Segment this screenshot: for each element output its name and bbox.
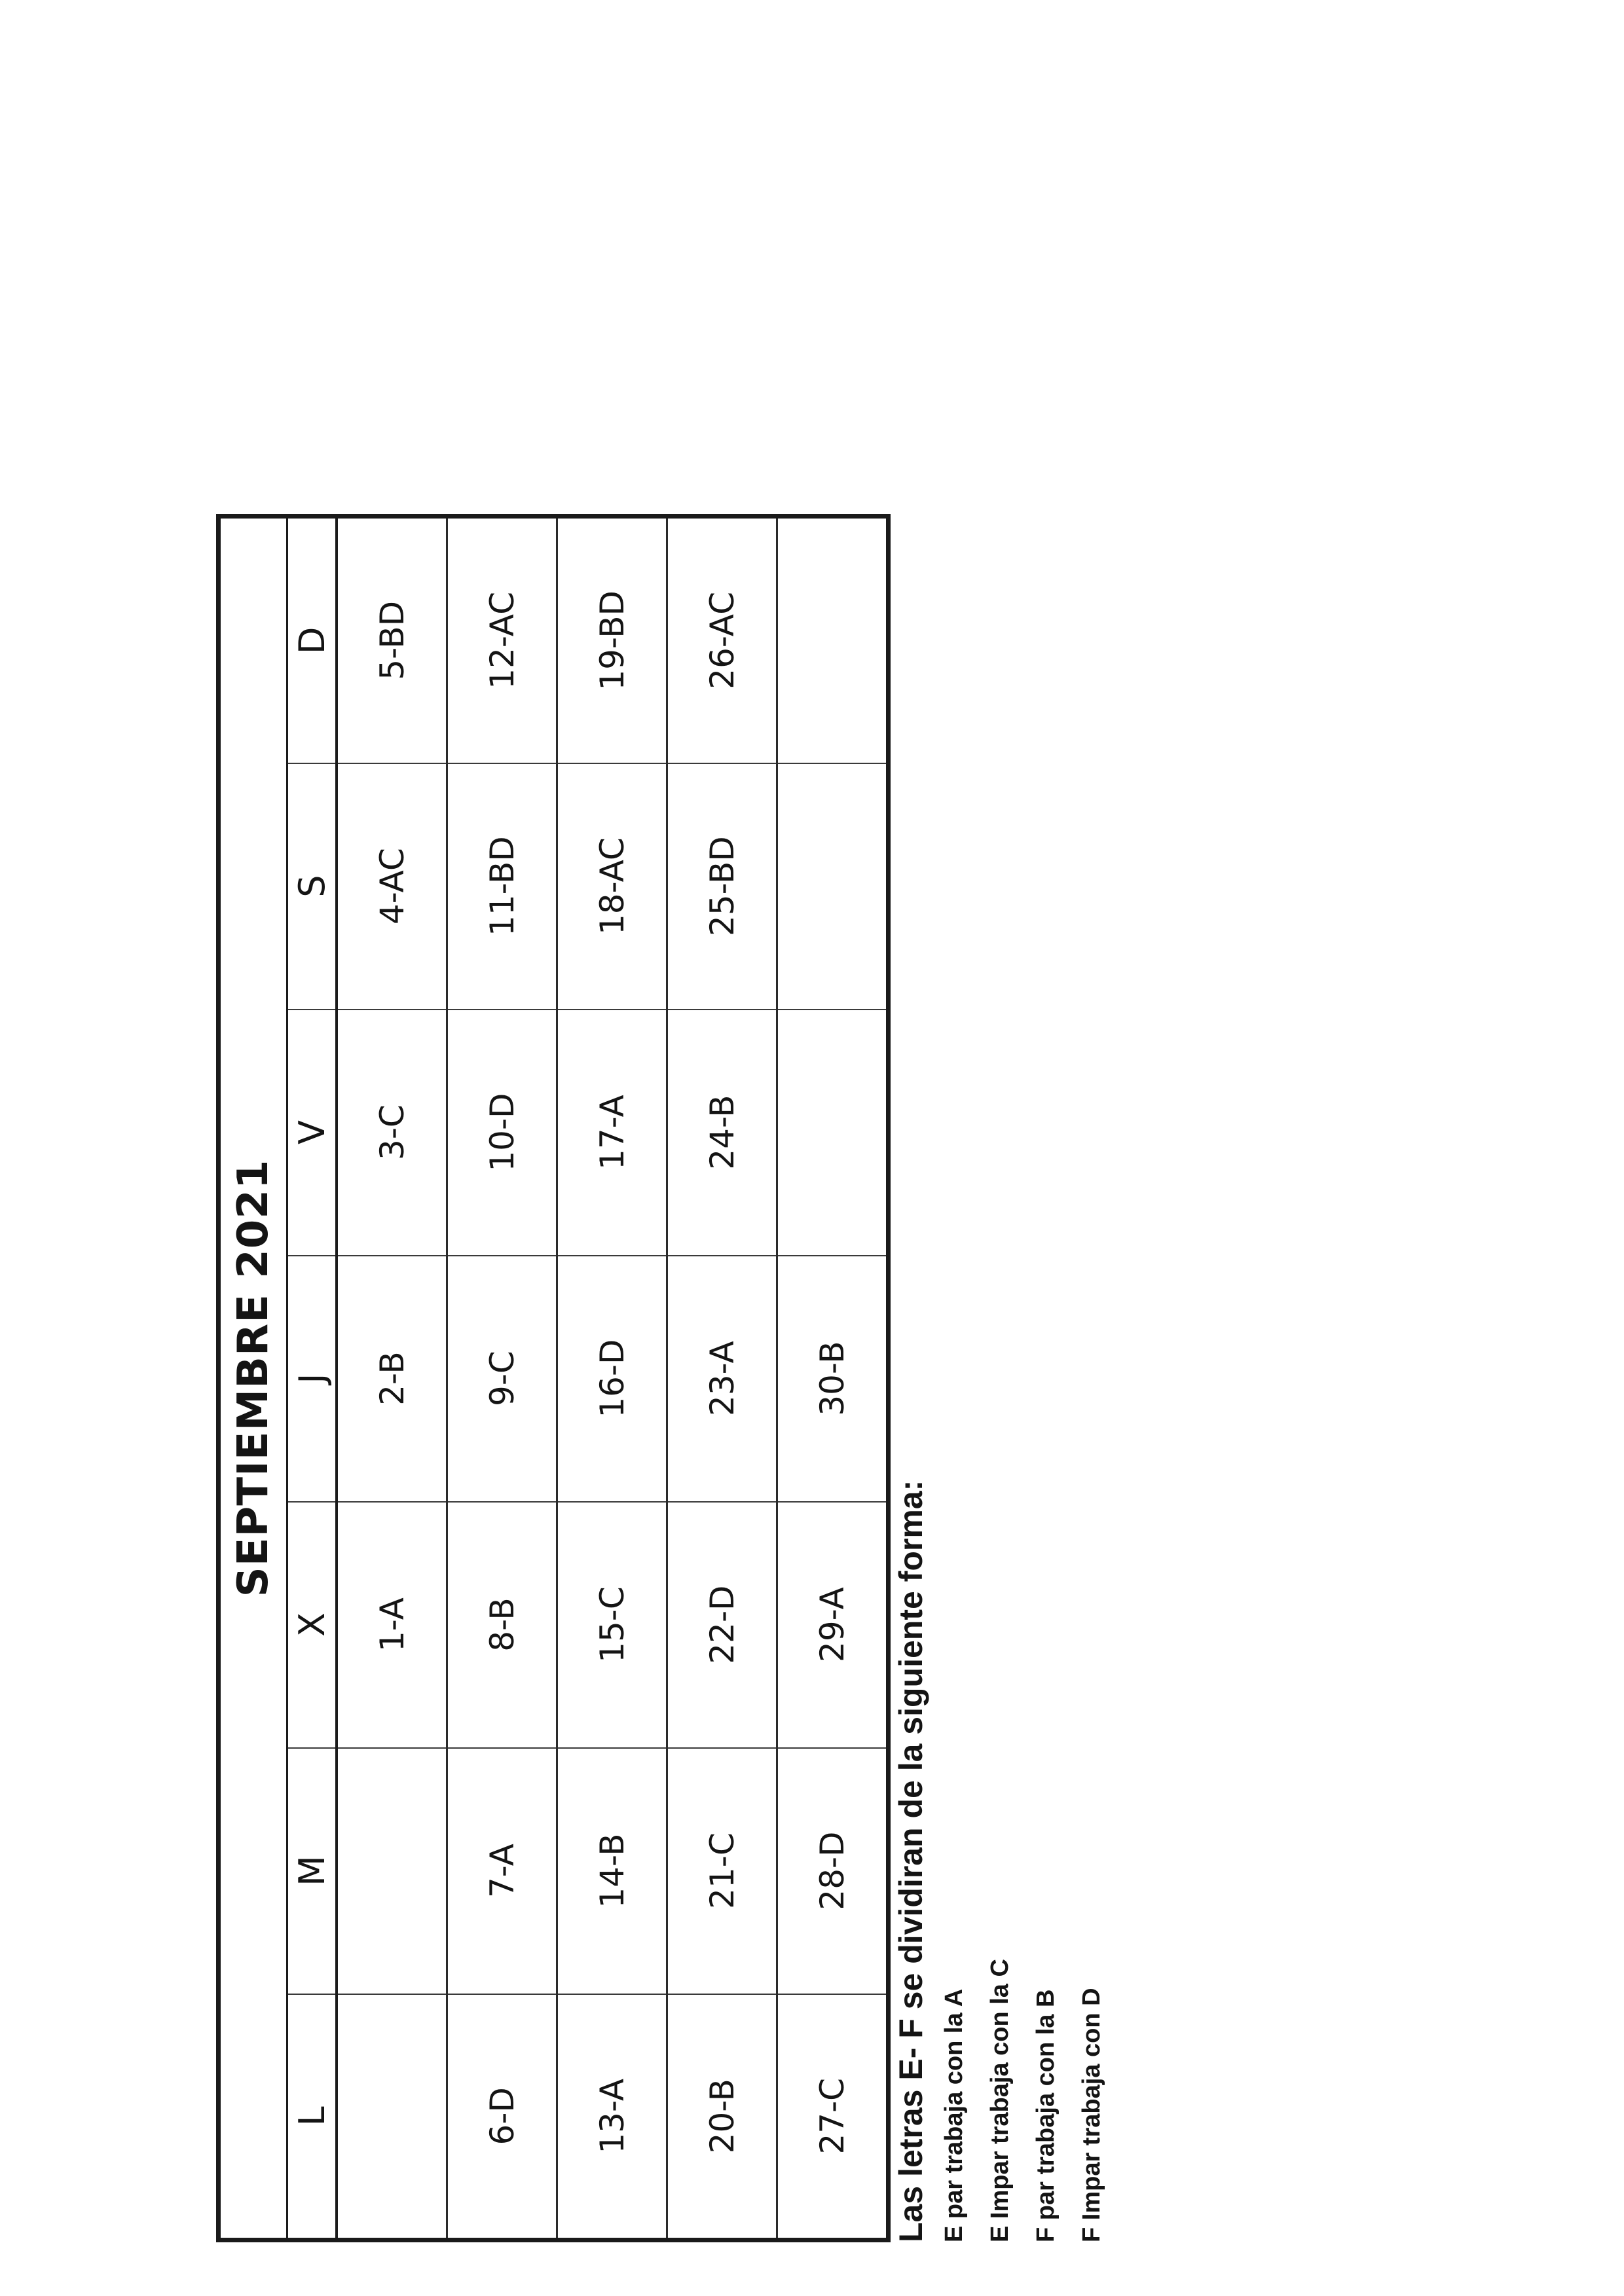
day-cell: 14-B: [557, 1748, 667, 1994]
day-header: M: [287, 1748, 337, 1994]
day-cell: [777, 517, 889, 763]
day-cell: [337, 1748, 447, 1994]
day-cell: 1-A: [337, 1502, 447, 1748]
notes-heading: Las letras E- F se dividiran de la siguiente forma:: [893, 1480, 929, 2242]
day-cell: [777, 1010, 889, 1256]
day-header: X: [287, 1502, 337, 1748]
week-row: [667, 517, 777, 2240]
note-line: F par trabaja con la B: [1032, 1989, 1060, 2242]
note-line: F Impar trabaja con D: [1078, 1988, 1105, 2242]
day-cell: 13-A: [557, 1994, 667, 2240]
week-row: [557, 517, 667, 2240]
calendar-title: SEPTIEMBRE 2021: [219, 517, 287, 2240]
day-cell: 15-C: [557, 1502, 667, 1748]
day-cell: 19-BD: [557, 517, 667, 763]
day-header: J: [287, 1256, 337, 1502]
day-cell: [777, 763, 889, 1010]
day-cell: 22-D: [667, 1502, 777, 1748]
day-cell: 17-A: [557, 1010, 667, 1256]
note-line: E Impar trabaja con la C: [986, 1959, 1014, 2242]
day-cell: 29-A: [777, 1502, 889, 1748]
week-row: [447, 517, 557, 2240]
day-cell: 16-D: [557, 1256, 667, 1502]
day-cell: 7-A: [447, 1748, 557, 1994]
day-cell: 5-BD: [337, 517, 447, 763]
day-header-row: [287, 517, 337, 2240]
day-cell: 12-AC: [447, 517, 557, 763]
day-cell: 10-D: [447, 1010, 557, 1256]
rotated-page-content: [216, 278, 1133, 2242]
day-cell: 24-B: [667, 1010, 777, 1256]
day-header: D: [287, 517, 337, 763]
day-cell: 27-C: [777, 1994, 889, 2240]
day-cell: 21-C: [667, 1748, 777, 1994]
day-cell: 30-B: [777, 1256, 889, 1502]
day-cell: 3-C: [337, 1010, 447, 1256]
week-row: [337, 517, 447, 2240]
day-header: S: [287, 763, 337, 1010]
day-cell: 23-A: [667, 1256, 777, 1502]
day-cell: [337, 1994, 447, 2240]
week-row: [777, 517, 889, 2240]
day-cell: 8-B: [447, 1502, 557, 1748]
day-cell: 11-BD: [447, 763, 557, 1010]
day-cell: 26-AC: [667, 517, 777, 763]
day-cell: 2-B: [337, 1256, 447, 1502]
day-cell: 25-BD: [667, 763, 777, 1010]
note-line: E par trabaja con la A: [940, 1988, 968, 2242]
calendar-table: [216, 514, 891, 2242]
day-cell: 6-D: [447, 1994, 557, 2240]
day-cell: 4-AC: [337, 763, 447, 1010]
day-cell: 28-D: [777, 1748, 889, 1994]
notes-section: [891, 540, 1115, 2242]
day-cell: 18-AC: [557, 763, 667, 1010]
day-cell: 20-B: [667, 1994, 777, 2240]
day-cell: 9-C: [447, 1256, 557, 1502]
day-header: L: [287, 1994, 337, 2240]
day-header: V: [287, 1010, 337, 1256]
